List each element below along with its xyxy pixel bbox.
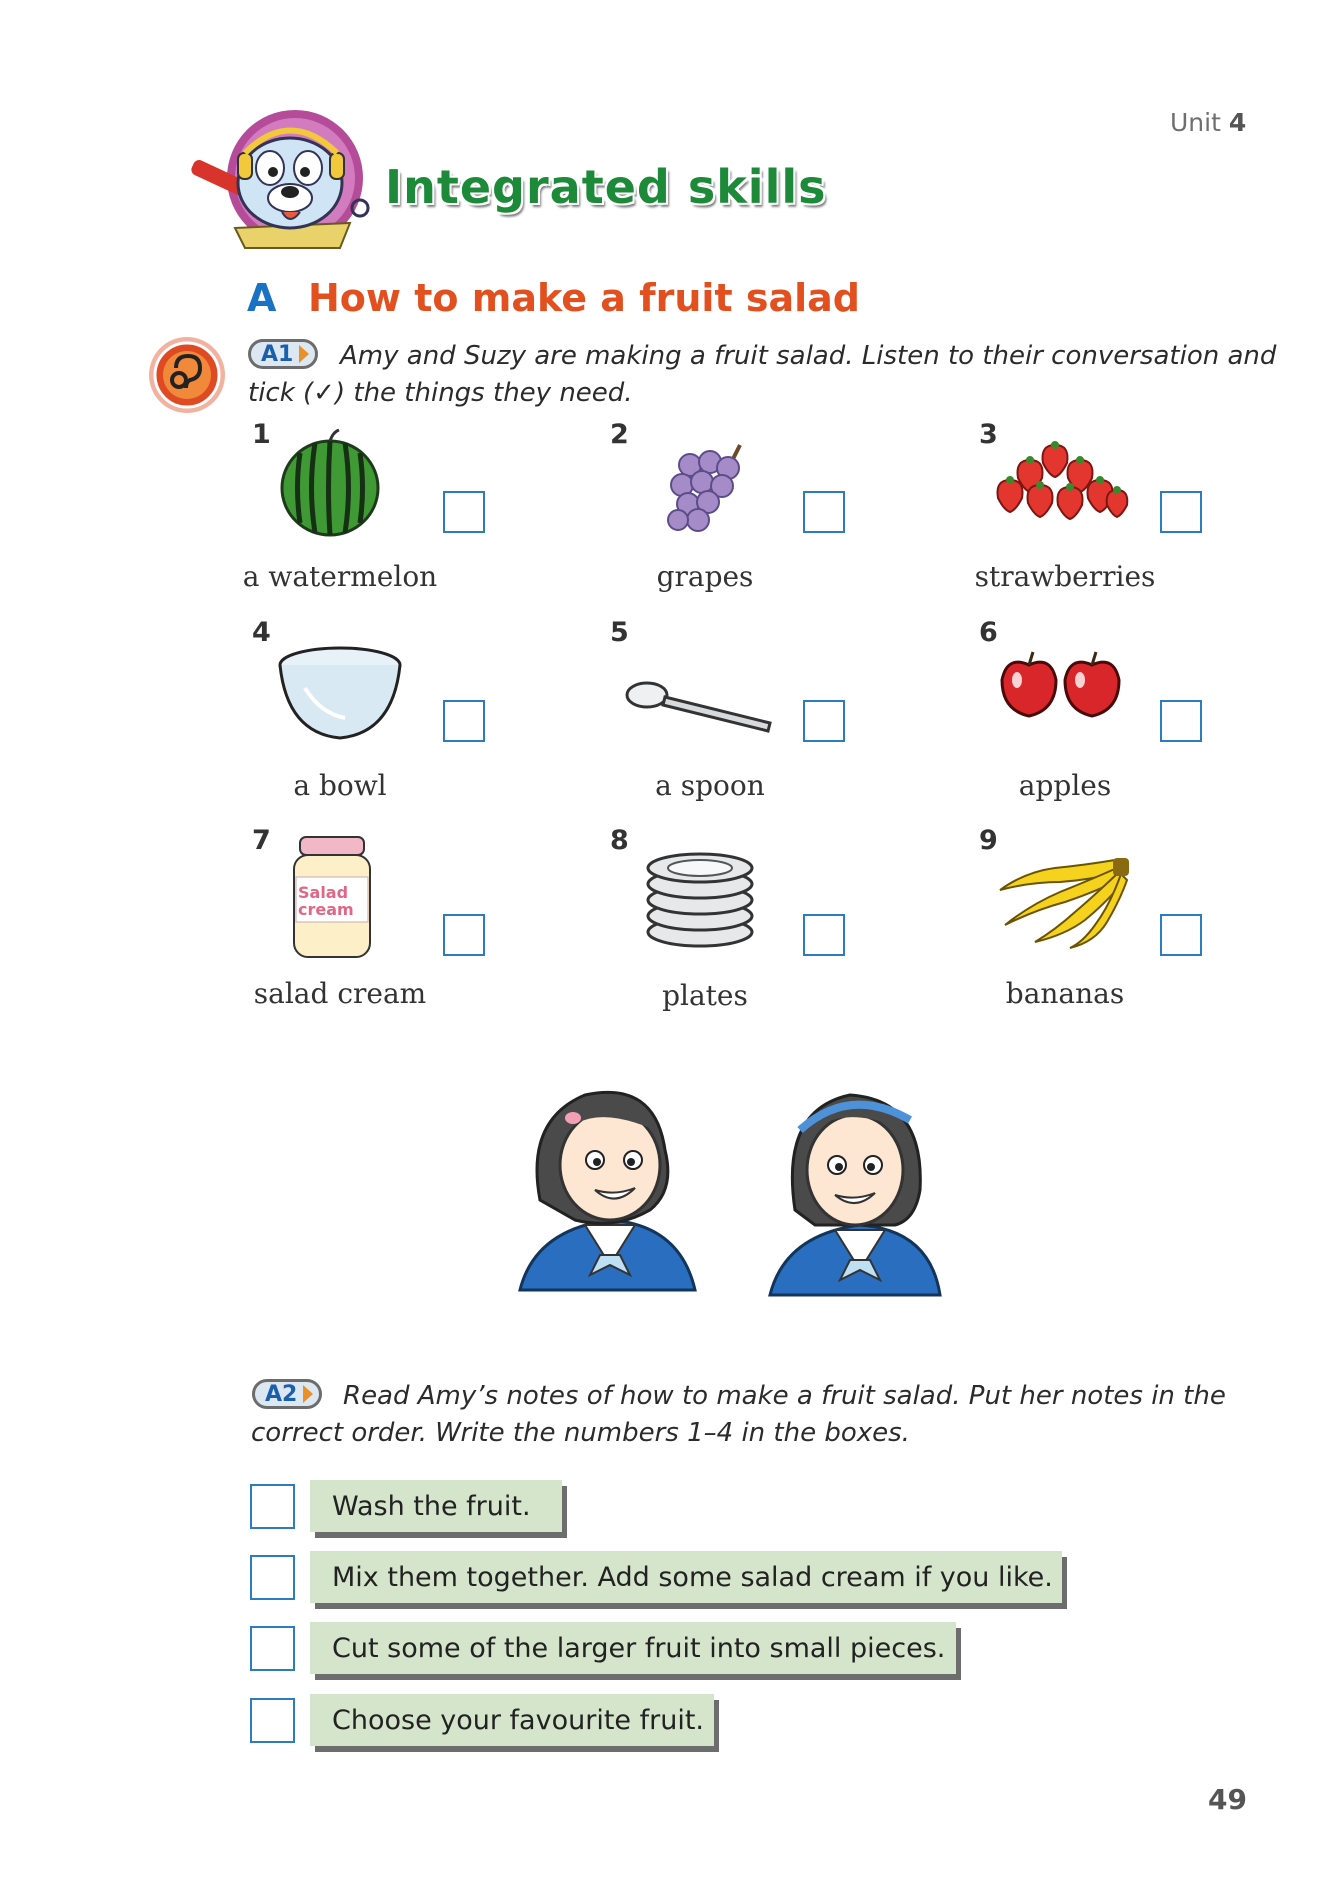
item-label: strawberries — [974, 560, 1156, 593]
tick-box-4[interactable] — [443, 700, 485, 742]
tick-box-6[interactable] — [1160, 700, 1202, 742]
plates-icon — [640, 850, 760, 950]
item-label: bananas — [1005, 977, 1125, 1010]
bowl-icon — [275, 643, 405, 743]
girls-illustration-icon — [515, 1060, 945, 1305]
order-box-3[interactable] — [250, 1626, 295, 1671]
task-a2-instruction-line1: Read Amy’s notes of how to make a fruit salad. Put her notes in the — [343, 1381, 1226, 1411]
note-card: Choose your favourite fruit. — [310, 1694, 714, 1746]
item-number: 9 — [979, 825, 998, 856]
jar-label: Salad cream — [298, 883, 354, 919]
item-label: a bowl — [293, 769, 387, 802]
item-number: 2 — [610, 419, 629, 450]
page-number: 49 — [1208, 1783, 1247, 1816]
tick-box-1[interactable] — [443, 491, 485, 533]
item-number: 8 — [610, 825, 629, 856]
task-a1-instruction-line2: tick (✓) the things they need. — [248, 378, 633, 408]
task-a2-instruction-line2: correct order. Write the numbers 1–4 in the boxes. — [251, 1418, 910, 1448]
item-label: grapes — [656, 560, 754, 593]
tick-box-9[interactable] — [1160, 914, 1202, 956]
note-card: Cut some of the larger fruit into small pieces. — [310, 1622, 956, 1674]
note-card: Wash the fruit. — [310, 1480, 562, 1532]
order-box-4[interactable] — [250, 1698, 295, 1743]
section-title: How to make a fruit salad — [308, 276, 860, 320]
tick-box-7[interactable] — [443, 914, 485, 956]
grapes-icon — [660, 440, 760, 540]
watermelon-icon — [275, 428, 385, 538]
tick-box-5[interactable] — [803, 700, 845, 742]
item-number: 5 — [610, 617, 629, 648]
listening-icon — [146, 334, 228, 416]
note-card: Mix them together. Add some salad cream if you like. — [310, 1551, 1062, 1603]
tick-box-3[interactable] — [1160, 491, 1202, 533]
order-box-2[interactable] — [250, 1555, 295, 1600]
item-number: 3 — [979, 419, 998, 450]
apples-icon — [997, 650, 1127, 720]
item-label: plates — [662, 979, 748, 1012]
task-a1-instruction-line1: Amy and Suzy are making a fruit salad. Listen to their conversation and — [340, 341, 1277, 371]
tick-box-2[interactable] — [803, 491, 845, 533]
item-label: apples — [1018, 769, 1112, 802]
spoon-icon — [625, 675, 775, 735]
banner-title: Integrated skills — [385, 160, 827, 214]
bananas-icon — [995, 850, 1135, 950]
item-number: 1 — [252, 419, 271, 450]
tick-box-8[interactable] — [803, 914, 845, 956]
unit-label: Unit 4 — [1170, 108, 1247, 137]
order-box-1[interactable] — [250, 1484, 295, 1529]
item-label: a watermelon — [242, 560, 438, 593]
item-number: 7 — [252, 825, 271, 856]
item-label: a spoon — [655, 769, 765, 802]
task-a2-badge: A2 — [252, 1379, 322, 1409]
strawberries-icon — [995, 435, 1130, 535]
mascot-dog-icon — [190, 108, 390, 253]
item-label: salad cream — [253, 977, 427, 1010]
task-a1-badge: A1 — [248, 339, 318, 369]
item-number: 4 — [252, 617, 271, 648]
item-number: 6 — [979, 617, 998, 648]
section-letter: A — [247, 276, 277, 320]
